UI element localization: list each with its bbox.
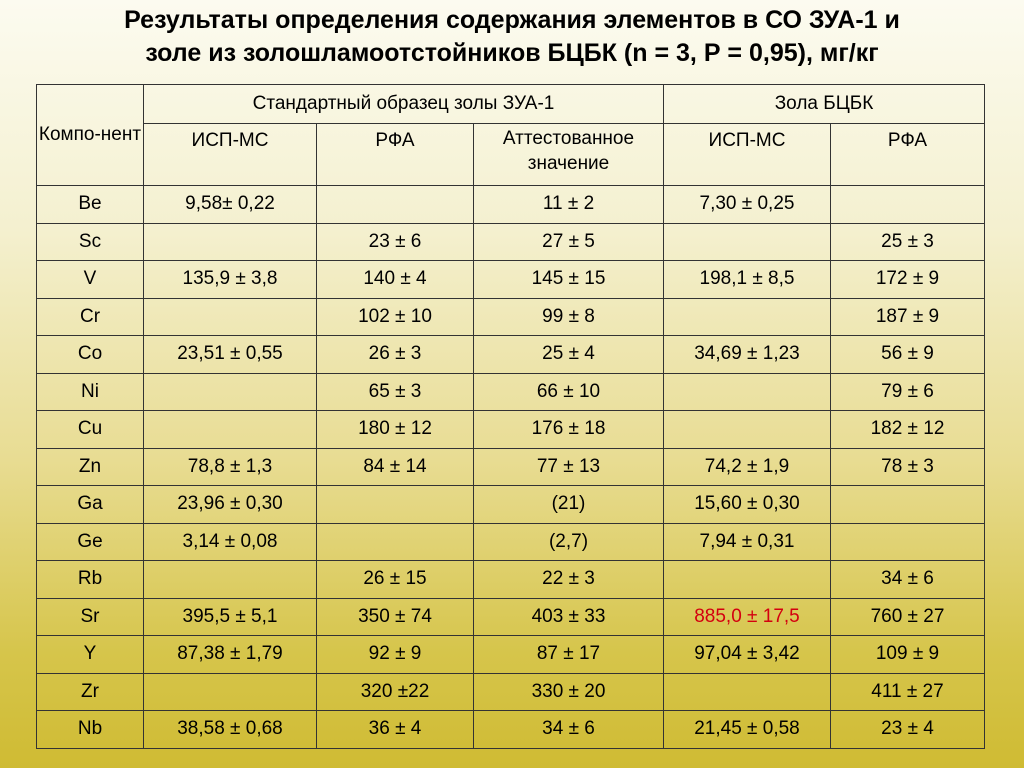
cell-std-xrf xyxy=(317,523,474,561)
cell-ash-icp: 15,60 ± 0,30 xyxy=(664,486,831,524)
cell-element: Ge xyxy=(37,523,144,561)
results-table xyxy=(36,84,985,749)
cell-element: Sc xyxy=(37,223,144,261)
cell-ash-xrf: 25 ± 3 xyxy=(831,223,985,261)
cell-std-icp xyxy=(144,298,317,336)
cell-std-xrf: 140 ± 4 xyxy=(317,261,474,299)
cell-std-xrf xyxy=(317,486,474,524)
cell-ash-xrf xyxy=(831,486,985,524)
cell-std-icp: 87,38 ± 1,79 xyxy=(144,636,317,674)
cell-element: Cr xyxy=(37,298,144,336)
table-row xyxy=(37,673,985,711)
cell-std-xrf: 65 ± 3 xyxy=(317,373,474,411)
cell-element: Co xyxy=(37,336,144,374)
title-line-1: Результаты определения содержания элементов в СО ЗУА-1 и xyxy=(124,6,900,34)
header-group-standard: Стандартный образец золы ЗУА-1 xyxy=(144,85,664,124)
cell-ash-icp: 21,45 ± 0,58 xyxy=(664,711,831,749)
cell-std-xrf: 23 ± 6 xyxy=(317,223,474,261)
cell-certified: 403 ± 33 xyxy=(474,598,664,636)
cell-ash-icp xyxy=(664,561,831,599)
cell-certified: (2,7) xyxy=(474,523,664,561)
table-row xyxy=(37,448,985,486)
cell-certified: 11 ± 2 xyxy=(474,186,664,224)
cell-certified: 27 ± 5 xyxy=(474,223,664,261)
title-line-2: золе из золошламоотстойников БЦБК (n = 3, Р = 0,95), мг/кг xyxy=(145,39,879,67)
cell-ash-xrf xyxy=(831,523,985,561)
cell-certified: 145 ± 15 xyxy=(474,261,664,299)
cell-std-xrf: 26 ± 15 xyxy=(317,561,474,599)
cell-certified: 87 ± 17 xyxy=(474,636,664,674)
cell-ash-icp: 198,1 ± 8,5 xyxy=(664,261,831,299)
cell-ash-icp xyxy=(664,373,831,411)
cell-element: Ga xyxy=(37,486,144,524)
cell-std-xrf: 36 ± 4 xyxy=(317,711,474,749)
cell-ash-icp xyxy=(664,411,831,449)
cell-std-xrf: 92 ± 9 xyxy=(317,636,474,674)
cell-ash-xrf xyxy=(831,186,985,224)
header-row-groups xyxy=(37,85,985,124)
cell-ash-icp: 7,30 ± 0,25 xyxy=(664,186,831,224)
cell-std-icp: 9,58± 0,22 xyxy=(144,186,317,224)
cell-ash-icp xyxy=(664,673,831,711)
cell-certified: 66 ± 10 xyxy=(474,373,664,411)
cell-element: Zr xyxy=(37,673,144,711)
cell-ash-xrf: 182 ± 12 xyxy=(831,411,985,449)
cell-std-xrf: 180 ± 12 xyxy=(317,411,474,449)
cell-ash-xrf: 109 ± 9 xyxy=(831,636,985,674)
table-row xyxy=(37,411,985,449)
header-group-ash: Зола БЦБК xyxy=(664,85,985,124)
cell-ash-xrf: 760 ± 27 xyxy=(831,598,985,636)
header-component: Компо-нент xyxy=(37,85,144,186)
cell-element: Be xyxy=(37,186,144,224)
cell-std-icp: 38,58 ± 0,68 xyxy=(144,711,317,749)
cell-ash-icp: 885,0 ± 17,5 xyxy=(664,598,831,636)
cell-ash-xrf: 34 ± 6 xyxy=(831,561,985,599)
cell-ash-icp xyxy=(664,298,831,336)
cell-ash-icp: 34,69 ± 1,23 xyxy=(664,336,831,374)
cell-ash-xrf: 56 ± 9 xyxy=(831,336,985,374)
cell-std-icp xyxy=(144,411,317,449)
header-std-certified: Аттестованное значение xyxy=(474,124,664,186)
header-std-icp: ИСП-МС xyxy=(144,124,317,186)
table-row xyxy=(37,523,985,561)
cell-ash-icp xyxy=(664,223,831,261)
cell-certified: 330 ± 20 xyxy=(474,673,664,711)
cell-std-icp xyxy=(144,561,317,599)
table-row xyxy=(37,561,985,599)
cell-std-xrf: 84 ± 14 xyxy=(317,448,474,486)
cell-element: Y xyxy=(37,636,144,674)
cell-std-icp: 23,96 ± 0,30 xyxy=(144,486,317,524)
table-row xyxy=(37,598,985,636)
cell-std-icp xyxy=(144,223,317,261)
cell-certified: 22 ± 3 xyxy=(474,561,664,599)
cell-std-xrf xyxy=(317,186,474,224)
cell-certified: 77 ± 13 xyxy=(474,448,664,486)
table-row xyxy=(37,336,985,374)
cell-std-icp: 3,14 ± 0,08 xyxy=(144,523,317,561)
table-row xyxy=(37,373,985,411)
table-row xyxy=(37,261,985,299)
cell-certified: 176 ± 18 xyxy=(474,411,664,449)
cell-element: Ni xyxy=(37,373,144,411)
cell-std-xrf: 26 ± 3 xyxy=(317,336,474,374)
cell-certified: 25 ± 4 xyxy=(474,336,664,374)
cell-ash-xrf: 23 ± 4 xyxy=(831,711,985,749)
cell-certified: 34 ± 6 xyxy=(474,711,664,749)
table-row xyxy=(37,486,985,524)
table-row xyxy=(37,186,985,224)
cell-std-icp: 23,51 ± 0,55 xyxy=(144,336,317,374)
cell-std-xrf: 320 ±22 xyxy=(317,673,474,711)
cell-certified: 99 ± 8 xyxy=(474,298,664,336)
cell-element: Sr xyxy=(37,598,144,636)
cell-std-icp xyxy=(144,673,317,711)
cell-element: Zn xyxy=(37,448,144,486)
cell-ash-icp: 74,2 ± 1,9 xyxy=(664,448,831,486)
table-row xyxy=(37,298,985,336)
header-ash-xrf: РФА xyxy=(831,124,985,186)
slide-title xyxy=(0,4,1024,70)
cell-std-xrf: 350 ± 74 xyxy=(317,598,474,636)
table-row xyxy=(37,636,985,674)
cell-element: Rb xyxy=(37,561,144,599)
cell-std-icp: 135,9 ± 3,8 xyxy=(144,261,317,299)
header-ash-icp: ИСП-МС xyxy=(664,124,831,186)
cell-certified: (21) xyxy=(474,486,664,524)
cell-ash-xrf: 172 ± 9 xyxy=(831,261,985,299)
cell-element: V xyxy=(37,261,144,299)
cell-element: Nb xyxy=(37,711,144,749)
cell-std-icp: 395,5 ± 5,1 xyxy=(144,598,317,636)
cell-std-icp xyxy=(144,373,317,411)
header-row-methods xyxy=(37,124,985,186)
table-row xyxy=(37,223,985,261)
cell-ash-xrf: 78 ± 3 xyxy=(831,448,985,486)
cell-ash-xrf: 187 ± 9 xyxy=(831,298,985,336)
cell-ash-xrf: 411 ± 27 xyxy=(831,673,985,711)
cell-ash-icp: 97,04 ± 3,42 xyxy=(664,636,831,674)
cell-std-xrf: 102 ± 10 xyxy=(317,298,474,336)
cell-element: Cu xyxy=(37,411,144,449)
table-row xyxy=(37,711,985,749)
cell-std-icp: 78,8 ± 1,3 xyxy=(144,448,317,486)
header-std-xrf: РФА xyxy=(317,124,474,186)
cell-ash-xrf: 79 ± 6 xyxy=(831,373,985,411)
cell-ash-icp: 7,94 ± 0,31 xyxy=(664,523,831,561)
